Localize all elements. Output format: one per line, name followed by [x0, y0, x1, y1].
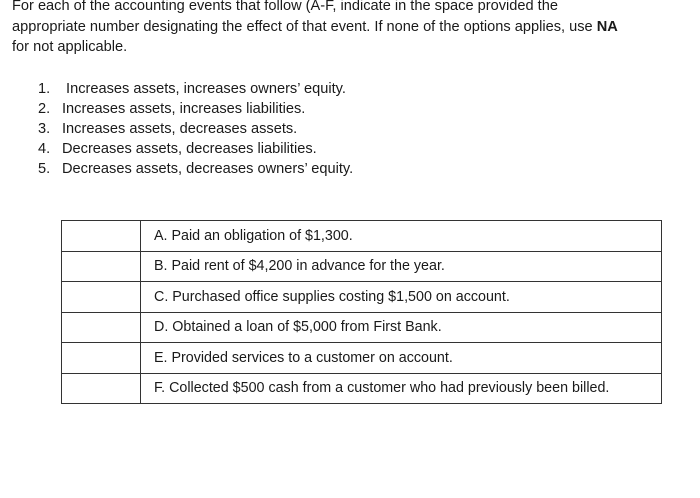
- option-number: 1.: [38, 81, 51, 97]
- option-text: Increases assets, decreases assets.: [62, 121, 298, 137]
- effect-options-list: [38, 79, 353, 179]
- answer-cell-f[interactable]: [62, 373, 141, 404]
- option-text: Decreases assets, decreases liabilities.: [62, 141, 317, 157]
- event-cell: B. Paid rent of $4,200 in advance for the year.: [141, 251, 662, 282]
- event-cell: A. Paid an obligation of $1,300.: [141, 221, 662, 252]
- option-text: Increases assets, increases owners’ equity.: [62, 81, 346, 97]
- option-number: 3.: [38, 121, 51, 137]
- answer-cell-b[interactable]: [62, 251, 141, 282]
- option-item: [38, 139, 353, 159]
- na-keyword: NA: [596, 18, 618, 35]
- answer-cell-d[interactable]: [62, 312, 141, 343]
- option-number: 4.: [38, 141, 51, 157]
- table-row: [62, 282, 662, 313]
- table-row: [62, 343, 662, 374]
- instructions-line-2: appropriate number designating the effect of that event. If none of the options applies, use: [12, 18, 597, 35]
- option-number: 2.: [38, 101, 51, 117]
- option-text: Increases assets, increases liabilities.: [62, 101, 306, 117]
- instructions-paragraph: [12, 0, 682, 58]
- option-item: [38, 99, 353, 119]
- answer-cell-e[interactable]: [62, 343, 141, 374]
- event-cell: E. Provided services to a customer on account.: [141, 343, 662, 374]
- option-text: Decreases assets, decreases owners’ equity.: [62, 161, 354, 177]
- table-row: [62, 312, 662, 343]
- events-table: [61, 220, 662, 404]
- option-number: 5.: [38, 161, 51, 177]
- option-item: [38, 159, 353, 179]
- table-row: [62, 251, 662, 282]
- event-cell: F. Collected $500 cash from a customer who had previously been billed.: [141, 373, 662, 404]
- option-item: [38, 119, 353, 139]
- instructions-line-3: for not applicable.: [12, 39, 128, 55]
- event-cell: D. Obtained a loan of $5,000 from First Bank.: [141, 312, 662, 343]
- option-item: [38, 79, 353, 99]
- instructions-line-1: For each of the accounting events that follow (A-F, indicate in the space provided the: [12, 0, 558, 14]
- answer-cell-c[interactable]: [62, 282, 141, 313]
- table-row: [62, 373, 662, 404]
- event-cell: C. Purchased office supplies costing $1,500 on account.: [141, 282, 662, 313]
- table-row: [62, 221, 662, 252]
- answer-cell-a[interactable]: [62, 221, 141, 252]
